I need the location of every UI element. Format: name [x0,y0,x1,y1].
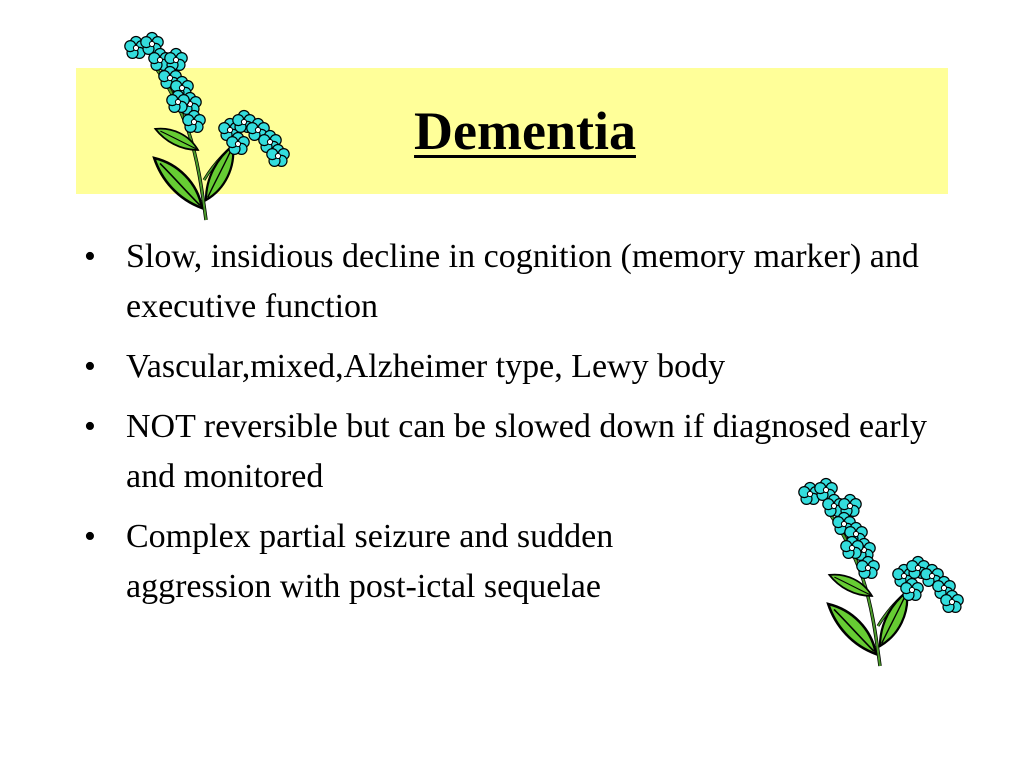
list-item [84,232,944,332]
forget-me-not-flower-icon [118,30,298,225]
bullet-dot: • [84,408,96,445]
bullet-text: Complex partial seizure and sudden aggression with post-ictal sequelae [126,518,614,605]
bullet-dot: • [84,518,96,555]
forget-me-not-flower-icon [792,476,972,671]
slide-title: Dementia [414,101,636,161]
bullet-text: Slow, insidious decline in cognition (memory marker) and executive function [126,238,919,325]
list-item [84,342,944,392]
bullet-dot: • [84,238,96,275]
bullet-text: Vascular,mixed,Alzheimer type, Lewy body [126,348,726,385]
bullet-dot: • [84,348,96,385]
bullet-text: NOT reversible but can be slowed down if diagnosed early and monitored [126,408,927,495]
